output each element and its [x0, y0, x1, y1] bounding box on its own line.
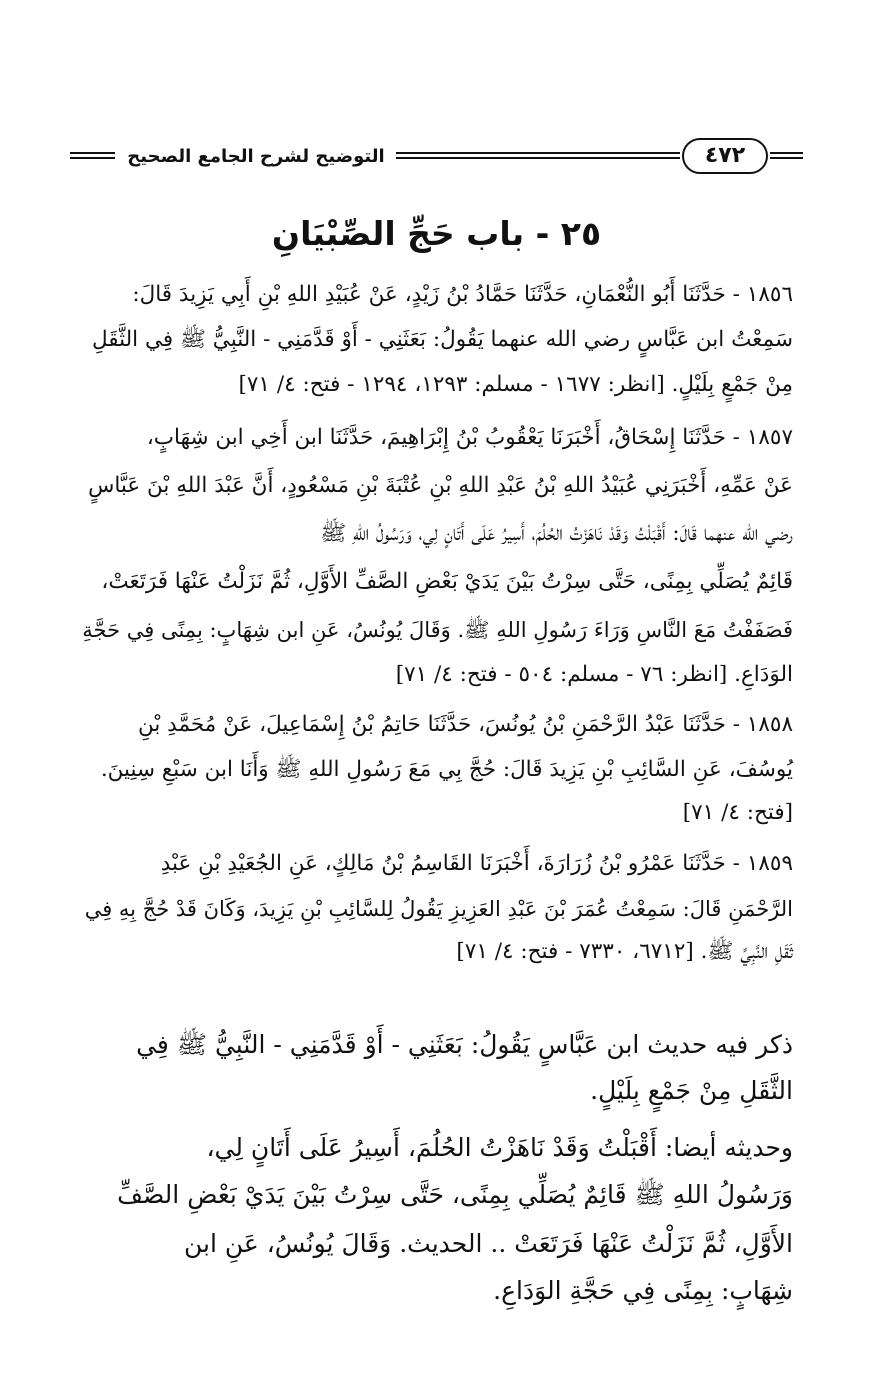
hadith-line: ١٨٥٦ - حَدَّثَنَا أَبُو النُّعْمَانِ، حَدَّثَنَا حَمَّادُ بْنُ زَيْدٍ، عَنْ عُبَيْدِ اللهِ بْنِ أَبِي يَزِيدَ قَالَ:: [132, 282, 793, 307]
commentary-line: الأَوَّلِ، ثُمَّ نَزَلْتُ عَنْهَا فَرَتَعَتْ .. الحديث. وَقَالَ يُونُسُ، عَنِ ابن: [183, 1229, 793, 1258]
hadith-line: رضي الله عنهما قَالَ: أَقْبَلْتُ وَقَدْ نَاهَزْتُ الحُلُمَ، أَسِيرُ عَلَى أَتَانٍ لِي، وَرَسُولُ اللهِ ﷺ: [320, 521, 793, 546]
hadith-line: يُوسُفَ، عَنِ السَّائِبِ بْنِ يَزِيدَ قَالَ: حُجَّ بِي مَعَ رَسُولِ اللهِ ﷺ وَأَنَا ابن سَبْعِ سِنِينَ.: [100, 757, 793, 782]
page-number: ٤٧٢: [682, 138, 768, 174]
commentary-line: شِهَابٍ: بِمِنًى فِي حَجَّةِ الوَدَاعِ.: [493, 1276, 793, 1305]
hadith-line: ١٨٥٩ - حَدَّثَنَا عَمْرُو بْنُ زُرَارَةَ، أَخْبَرَنَا القَاسِمُ بْنُ مَالِكٍ، عَنِ الجُعَيْدِ بْنِ عَبْدِ: [160, 851, 793, 876]
header-rule-left: [70, 152, 115, 159]
hadith-line: قَائِمٌ يُصَلِّي بِمِنًى، حَتَّى سِرْتُ بَيْنَ يَدَيْ بَعْضِ الصَّفِّ الأَوَّلِ، ثُمَّ نَزَلْتُ عَنْهَا فَرَتَعَتْ،: [101, 569, 793, 594]
hadith-line: مِنْ جَمْعٍ بِلَيْلٍ. [انظر: ١٦٧٧ - مسلم: ١٢٩٣، ١٢٩٤ - فتح: ٤/ ٧١]: [238, 372, 793, 397]
chapter-heading: ٢٥ - باب حَجِّ الصِّبْيَانِ: [271, 214, 602, 253]
hadith-line: [فتح: ٤/ ٧١]: [682, 800, 793, 825]
hadith-line: سَمِعْتُ ابن عَبَّاسٍ رضي الله عنهما يَقُولُ: بَعَثَنِي - أَوْ قَدَّمَنِي - النَّبِيُّ ﷺ فِي الثَّقَلِ: [91, 327, 793, 352]
hadith-line: ١٨٥٨ - حَدَّثَنَا عَبْدُ الرَّحْمَنِ بْنُ يُونُسَ، حَدَّثَنَا حَاتِمُ بْنُ إِسْمَاعِيلَ، عَنْ مُحَمَّدِ بْنِ: [137, 712, 793, 737]
hadith-line: عَنْ عَمِّهِ، أَخْبَرَنِي عُبَيْدُ اللهِ بْنُ عَبْدِ اللهِ بْنِ عُتْبَةَ بْنِ مَسْعُودٍ، أَنَّ عَبْدَ اللهِ بْنَ عَبَّاسٍ: [88, 473, 793, 498]
hadith-line: الرَّحْمَنِ قَالَ: سَمِعْتُ عُمَرَ بْنَ عَبْدِ العَزِيزِ يَقُولُ لِلسَّائِبِ بْنِ يَزِيدَ، وَكَانَ قَدْ حُجَّ بِهِ فِي: [84, 897, 793, 921]
commentary-line: الثَّقَلِ مِنْ جَمْعٍ بِلَيْلٍ.: [590, 1076, 793, 1105]
running-title: التوضيح لشرح الجامع الصحيح: [127, 146, 385, 167]
hadith-line: فَصَفَفْتُ مَعَ النَّاسِ وَرَاءَ رَسُولِ اللهِ ﷺ. وَقَالَ يُونُسُ، عَنِ ابن شِهَابٍ: بِمِنًى فِي حَجَّةِ: [82, 618, 793, 642]
running-header: [70, 138, 803, 178]
commentary-line: وحديثه أيضا: أَقْبَلْتُ وَقَدْ نَاهَزْتُ الحُلُمَ، أَسِيرُ عَلَى أَتَانٍ لِي،: [206, 1133, 793, 1162]
hadith-line: الوَدَاعِ. [انظر: ٧٦ - مسلم: ٥٠٤ - فتح: ٤/ ٧١]: [395, 662, 793, 687]
hadith-line: ١٨٥٧ - حَدَّثَنَا إِسْحَاقُ، أَخْبَرَنَا يَعْقُوبُ بْنُ إِبْرَاهِيمَ، حَدَّثَنَا ابن أَخِي ابن شِهَابٍ،: [146, 425, 793, 450]
hadith-line: ثَقَلِ النَّبِيِّ ﷺ. [٦٧١٢، ٧٣٣٠ - فتح: ٤/ ٧١]: [456, 939, 793, 964]
header-rule-middle: [396, 152, 680, 159]
commentary-line: ذكر فيه حديث ابن عَبَّاسٍ يَقُولُ: بَعَثَنِي - أَوْ قَدَّمَنِي - النَّبِيُّ ﷺ فِي: [136, 1030, 793, 1059]
commentary-line: وَرَسُولُ اللهِ ﷺ قَائِمٌ يُصَلِّي بِمِنًى، حَتَّى سِرْتُ بَيْنَ يَدَيْ بَعْضِ الصَّفِّ: [117, 1180, 793, 1209]
header-rule-right: [770, 152, 803, 159]
